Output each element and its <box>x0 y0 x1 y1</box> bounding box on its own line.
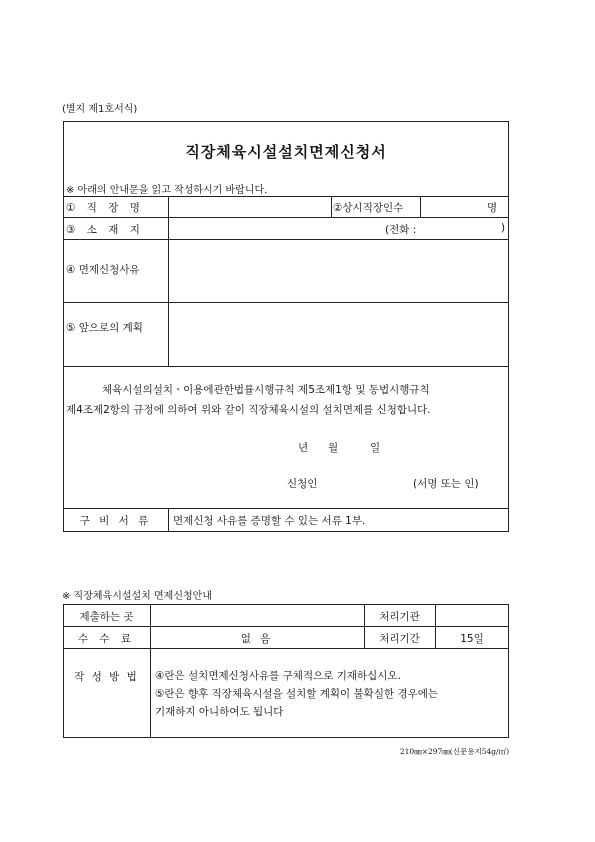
date-day-label: 일 <box>370 442 381 454</box>
phone-label: (전화 : <box>385 224 417 236</box>
date-year-label: 년 <box>298 442 309 454</box>
fee-label: 수 수 료 <box>77 633 136 645</box>
documents-value: 면제신청 사유를 증명할 수 있는 서류 1부. <box>173 515 366 527</box>
plan-field[interactable] <box>170 304 507 365</box>
column-divider <box>168 196 169 366</box>
method-line-3: 기재하지 아니하여도 됩니다 <box>155 706 284 718</box>
row-divider <box>63 366 509 367</box>
reason-field[interactable] <box>170 241 507 301</box>
phone-close: ) <box>501 222 506 234</box>
location-field[interactable] <box>170 219 380 238</box>
date-month-label: 월 <box>328 442 339 454</box>
statement-line-2: 제4조제2항의 규정에 의하여 위와 같이 직장체육시설의 설치면제를 신청합니다. <box>66 404 431 416</box>
applicant-field[interactable] <box>325 472 405 490</box>
form-label: (별지 제1호서식) <box>62 104 138 115</box>
method-line-2: ⑤란은 향후 직장체육시설을 설치할 계획이 불확실한 경우에는 <box>155 688 439 700</box>
guide-title: ※ 직장체육시설설치 면제신청안내 <box>62 591 212 602</box>
row-divider <box>63 508 509 509</box>
documents-label: 구 비 서 류 <box>79 515 152 527</box>
row-divider <box>63 217 509 218</box>
notice-text: ※ 아래의 안내문을 읽고 작성하시기 바랍니다. <box>66 185 268 196</box>
employees-label: ②상시직장인수 <box>333 202 404 214</box>
processing-agency-label: 처리기관 <box>379 611 420 623</box>
form-title: 직장체육시설설치면제신청서 <box>185 143 387 161</box>
paper-size-note: 210㎜×297㎜(신문용지54g/㎡) <box>399 747 509 756</box>
workplace-name-field[interactable] <box>170 198 329 216</box>
submit-to-label: 제출하는 곳 <box>79 611 134 623</box>
statement-line-1: 체육시설의설치ㆍ이용에관한법률시행규칙 제5조제1항 및 동법시행규칙 <box>102 384 430 396</box>
employees-unit: 명 <box>487 202 498 214</box>
signature-label: (서명 또는 인) <box>413 478 479 490</box>
row-divider <box>63 239 509 240</box>
column-divider <box>331 196 332 217</box>
phone-field[interactable] <box>432 219 498 238</box>
employees-field[interactable] <box>422 198 492 216</box>
column-divider <box>168 508 169 532</box>
row-divider <box>63 196 509 197</box>
method-line-1: ④란은 설치면제신청사유를 구체적으로 기재하십시오. <box>155 670 401 682</box>
workplace-name-label: ① 직 장 명 <box>66 202 144 214</box>
row-divider <box>63 626 509 627</box>
column-divider <box>420 196 421 217</box>
applicant-label: 신청인 <box>287 478 318 490</box>
fee-value: 없 음 <box>240 633 274 645</box>
row-divider <box>63 648 509 649</box>
row-divider <box>63 302 509 303</box>
processing-period-value: 15일 <box>460 633 484 645</box>
location-label: ③ 소 재 지 <box>66 224 144 236</box>
column-divider <box>150 604 151 738</box>
method-label: 작 성 방 법 <box>74 671 139 683</box>
processing-period-label: 처리기간 <box>379 633 420 645</box>
plan-label: ⑤ 앞으로의 계획 <box>66 322 143 334</box>
reason-label: ④ 면제신청사유 <box>66 264 140 276</box>
